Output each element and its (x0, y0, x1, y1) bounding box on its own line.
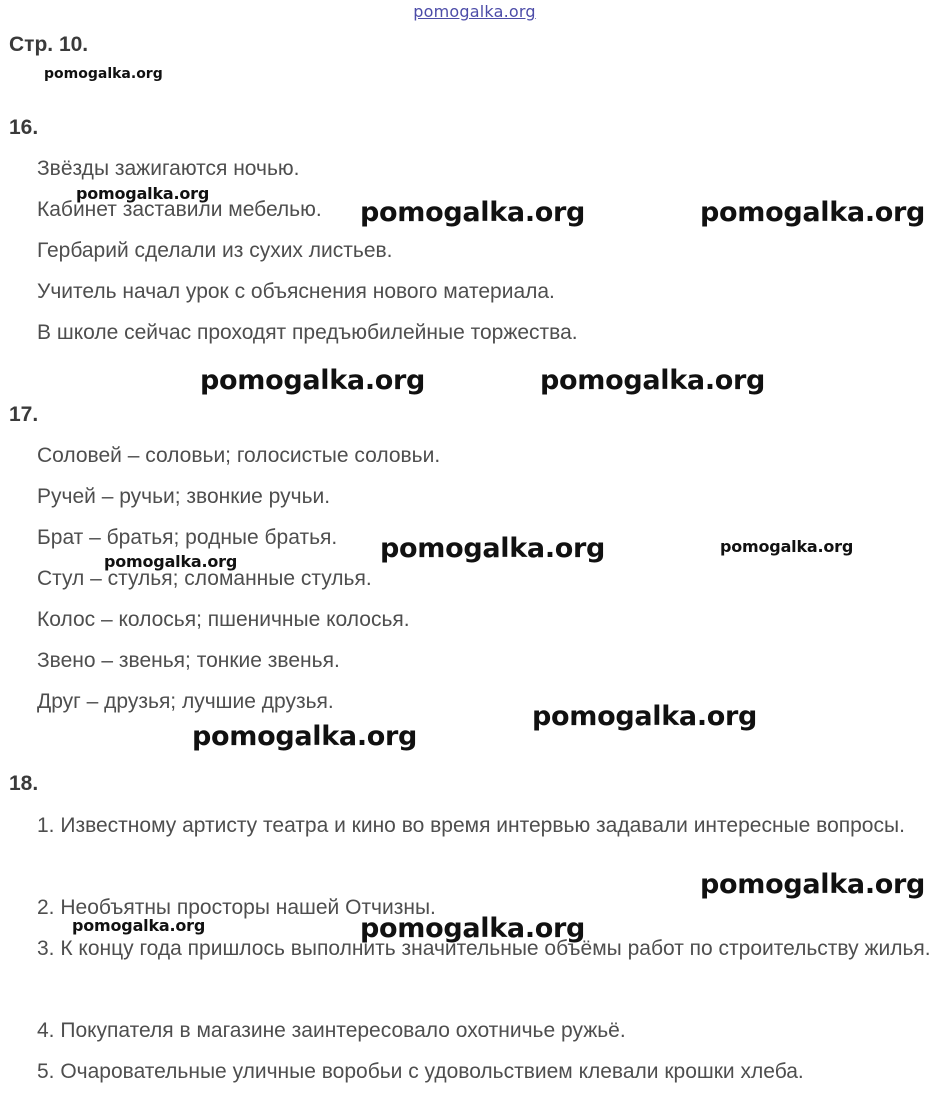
answer-line: Учитель начал урок с объяснения нового материала. (37, 280, 555, 303)
watermark: pomogalka.org (700, 869, 926, 900)
watermark: pomogalka.org (700, 197, 926, 228)
watermark: pomogalka.org (380, 533, 606, 564)
answer-line: Друг – друзья; лучшие друзья. (37, 690, 334, 713)
answer-paragraph: 3. К концу года пришлось выполнить значительные объёмы работ по строительству жилья. (37, 937, 931, 960)
watermark: pomogalka.org (72, 916, 206, 935)
answer-line: Колос – колосья; пшеничные колосья. (37, 608, 410, 631)
page-label: Стр. 10. (9, 33, 89, 56)
watermark: pomogalka.org (720, 537, 854, 556)
answer-line: Стул – стулья; сломанные стулья. (37, 567, 372, 590)
watermark: pomogalka.org (360, 197, 586, 228)
answer-line: Кабинет заставили мебелью. (37, 198, 322, 221)
answer-paragraph: 4. Покупателя в магазине заинтересовало охотничье ружьё. (37, 1019, 626, 1042)
watermark: pomogalka.org (192, 721, 418, 752)
watermark: pomogalka.org (540, 365, 766, 396)
watermark: pomogalka.org (200, 365, 426, 396)
section-number-18: 18. (9, 772, 39, 795)
section-number-17: 17. (9, 403, 39, 426)
answer-line: Звено – звенья; тонкие звенья. (37, 649, 340, 672)
watermark: pomogalka.org (104, 552, 238, 571)
answer-line: Гербарий сделали из сухих листьев. (37, 239, 393, 262)
answer-paragraph: 2. Необъятны просторы нашей Отчизны. (37, 896, 436, 919)
answer-line: Брат – братья; родные братья. (37, 526, 338, 549)
watermark: pomogalka.org (532, 701, 758, 732)
watermark: pomogalka.org (76, 184, 210, 203)
answer-line: Звёзды зажигаются ночью. (37, 157, 300, 180)
watermark: pomogalka.org (360, 913, 586, 944)
answer-line: В школе сейчас проходят предъюбилейные торжества. (37, 321, 578, 344)
watermark: pomogalka.org (44, 66, 163, 82)
site-link[interactable]: pomogalka.org (413, 2, 536, 21)
answer-paragraph: 1. Известному артисту театра и кино во время интервью задавали интересные вопросы. (37, 814, 905, 837)
answer-paragraph: 5. Очаровательные уличные воробьи с удовольствием клевали крошки хлеба. (37, 1060, 804, 1083)
answer-line: Соловей – соловьи; голосистые соловьи. (37, 444, 441, 467)
answer-line: Ручей – ручьи; звонкие ручьи. (37, 485, 331, 508)
section-number-16: 16. (9, 116, 39, 139)
